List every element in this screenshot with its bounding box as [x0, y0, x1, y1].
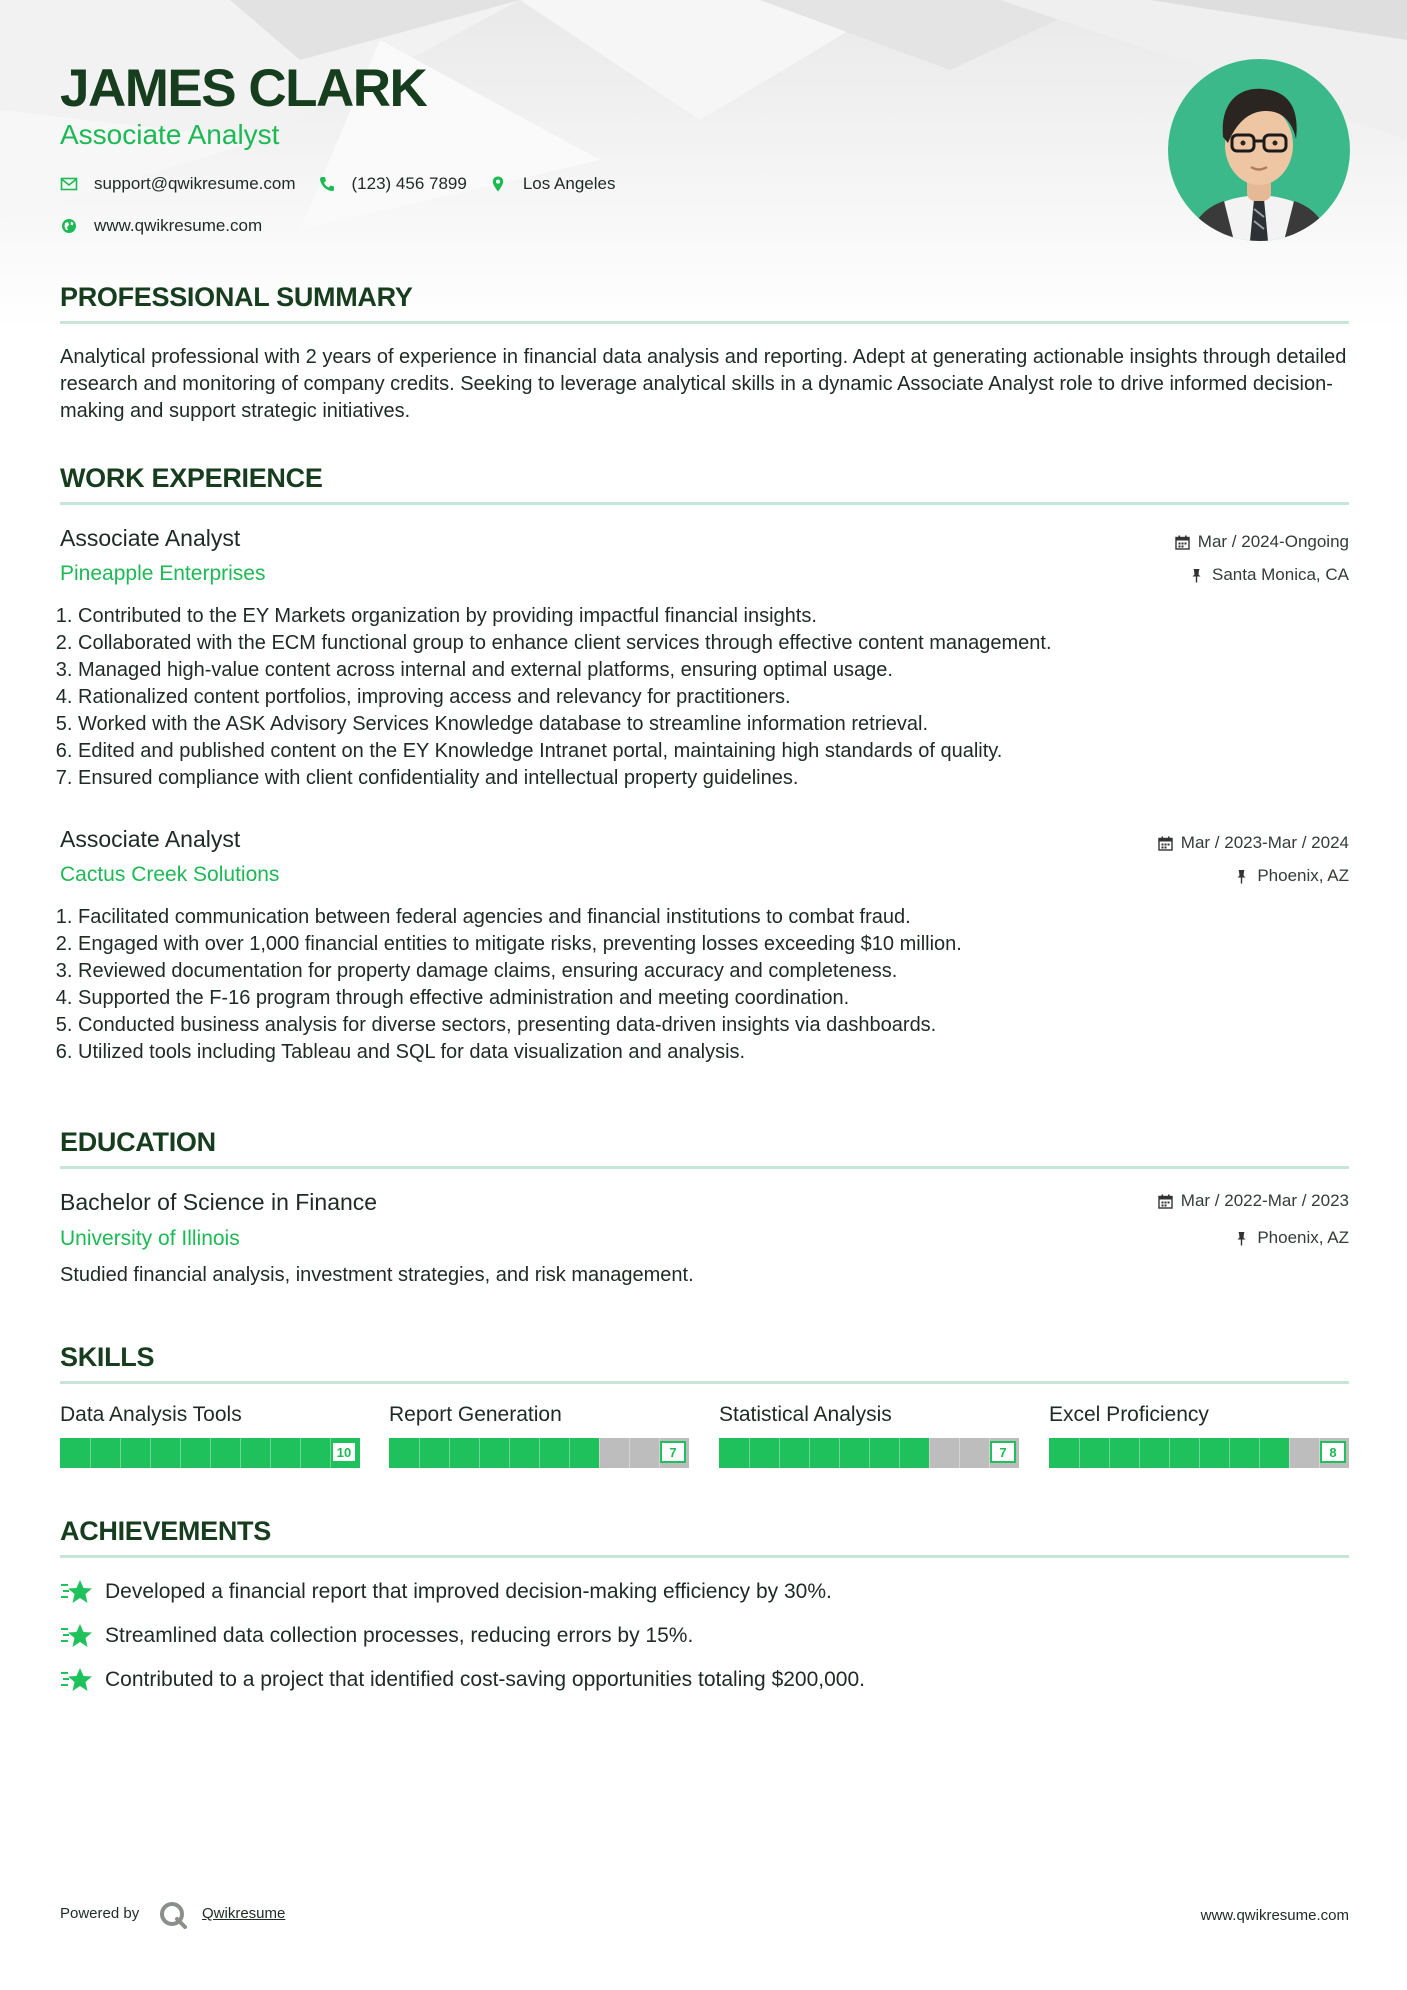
- achievement-text: Developed a financial report that improved decision-making efficiency by 30%.: [105, 1580, 832, 1603]
- skill-item: [1049, 1402, 1349, 1468]
- contact-location: [489, 174, 616, 194]
- skill-bar-segment: [449, 1438, 450, 1468]
- skill-bar-segment: [180, 1438, 181, 1468]
- skill-item: [719, 1402, 1019, 1468]
- calendar-icon: [1158, 1194, 1173, 1209]
- globe-icon: [60, 217, 78, 235]
- job-dates-text: Mar / 2023-Mar / 2024: [1180, 833, 1349, 852]
- shooting-star-icon: [60, 1577, 94, 1607]
- skill-bar-segment: [1139, 1438, 1140, 1468]
- skill-bar-segment: [1079, 1438, 1080, 1468]
- section-divider: [60, 502, 1349, 505]
- list-item: 4. Rationalized content portfolios, improving access and relevancy for practitioners.: [78, 684, 1338, 711]
- skill-bar-segment: [210, 1438, 211, 1468]
- skill-bar-segment: [509, 1438, 510, 1468]
- job-location-text: Santa Monica, CA: [1211, 565, 1349, 584]
- skill-name: Excel Proficiency: [1049, 1403, 1209, 1426]
- location-pin-icon: [489, 175, 507, 193]
- achievement-text: Streamlined data collection processes, reducing errors by 15%.: [105, 1624, 694, 1647]
- skill-bar-segment: [629, 1438, 630, 1468]
- skill-bar-segment: [929, 1438, 930, 1468]
- email-text: support@qwikresume.com: [94, 174, 296, 193]
- skill-bar-fill: [389, 1438, 599, 1468]
- job-location: [1234, 865, 1349, 887]
- education-dates-text: Mar / 2022-Mar / 2023: [1180, 1191, 1349, 1210]
- section-title-experience: WORK EXPERIENCE: [60, 463, 323, 493]
- skill-item: [389, 1402, 689, 1468]
- list-item: 2. Collaborated with the ECM functional group to enhance client services through effective content management.: [78, 630, 1338, 657]
- list-item: 7. Ensured compliance with client confidentiality and intellectual property guidelines.: [78, 765, 1338, 792]
- section-divider: [60, 1166, 1349, 1169]
- skill-bar: [719, 1438, 1019, 1468]
- job-company: Cactus Creek Solutions: [60, 863, 280, 886]
- skill-bar-fill: [719, 1438, 929, 1468]
- avatar-illustration: [1168, 59, 1350, 241]
- skill-bar-segment: [569, 1438, 570, 1468]
- job-responsibilities: [60, 603, 1338, 792]
- qwikresume-logo-icon: [158, 1900, 188, 1930]
- list-item: 6. Utilized tools including Tableau and SQL for data visualization and analysis.: [78, 1039, 1338, 1066]
- skill-bar: [389, 1438, 689, 1468]
- skill-level-badge: 7: [990, 1441, 1016, 1463]
- skill-item: [60, 1402, 360, 1468]
- qwikresume-link[interactable]: Qwikresume: [202, 1905, 286, 1922]
- candidate-role: Associate Analyst: [60, 119, 280, 150]
- list-item: 1. Contributed to the EY Markets organization by providing impactful financial insights.: [78, 603, 1338, 630]
- skill-bar-segment: [1199, 1438, 1200, 1468]
- skill-bar-segment: [1109, 1438, 1110, 1468]
- pushpin-icon: [1189, 568, 1204, 583]
- profile-photo: [1168, 59, 1350, 241]
- contact-row-1: [60, 174, 637, 194]
- phone-icon: [318, 175, 336, 193]
- skill-bar-segment: [869, 1438, 870, 1468]
- job-responsibilities: [60, 904, 1338, 1066]
- contact-website[interactable]: [60, 216, 262, 236]
- pushpin-icon: [1234, 1231, 1249, 1246]
- list-item: 3. Managed high-value content across internal and external platforms, ensuring optimal usage.: [78, 657, 1338, 684]
- skill-level-badge: 8: [1320, 1441, 1346, 1463]
- calendar-icon: [1158, 836, 1173, 851]
- location-text: Los Angeles: [522, 174, 616, 193]
- school-name: University of Illinois: [60, 1227, 240, 1250]
- contact-phone[interactable]: [318, 174, 467, 194]
- list-item: 3. Reviewed documentation for property damage claims, ensuring accuracy and completeness.: [78, 958, 1338, 985]
- education-location: [1234, 1227, 1349, 1249]
- section-title-education: EDUCATION: [60, 1127, 216, 1157]
- contact-row-2: [60, 216, 284, 236]
- education-description: Studied financial analysis, investment strategies, and risk management.: [60, 1264, 694, 1286]
- skill-bar-segment: [959, 1438, 960, 1468]
- skill-name: Statistical Analysis: [719, 1403, 892, 1426]
- skill-bar: [60, 1438, 360, 1468]
- degree-title: Bachelor of Science in Finance: [60, 1189, 378, 1215]
- job-title: Associate Analyst: [60, 826, 241, 852]
- envelope-icon: [60, 175, 78, 193]
- contact-email[interactable]: [60, 174, 296, 194]
- summary-text: Analytical professional with 2 years of experience in financial data analysis and reporting. Adept at generating actionable insights through detailed research and monitoring of company credits. Seeking to leverage analytical skills in a dynamic Associate Analyst role to drive informed decision-making and support strategic initiatives.: [60, 346, 1347, 422]
- education-location-text: Phoenix, AZ: [1257, 1228, 1349, 1247]
- job-location: [1189, 564, 1349, 586]
- section-divider: [60, 321, 1349, 324]
- skill-bar-segment: [1229, 1438, 1230, 1468]
- skill-bar-segment: [749, 1438, 750, 1468]
- list-item: 6. Edited and published content on the EY Knowledge Intranet portal, maintaining high standards of quality.: [78, 738, 1338, 765]
- list-item: 2. Engaged with over 1,000 financial entities to mitigate risks, preventing losses exceeding $10 million.: [78, 931, 1338, 958]
- job-dates: [1175, 531, 1349, 553]
- skill-bar-segment: [809, 1438, 810, 1468]
- skill-level-badge: 10: [331, 1441, 357, 1463]
- pushpin-icon: [1234, 869, 1249, 884]
- calendar-icon: [1175, 535, 1190, 550]
- list-item: 5. Worked with the ASK Advisory Services Knowledge database to streamline information retrieval.: [78, 711, 1338, 738]
- skill-bar-segment: [1169, 1438, 1170, 1468]
- job-company: Pineapple Enterprises: [60, 562, 266, 585]
- skill-name: Data Analysis Tools: [60, 1403, 242, 1426]
- powered-by-label: Powered by: [60, 1905, 140, 1922]
- job-location-text: Phoenix, AZ: [1257, 866, 1349, 885]
- skill-bar-segment: [539, 1438, 540, 1468]
- skill-bar-segment: [1259, 1438, 1260, 1468]
- shooting-star-icon: [60, 1621, 94, 1651]
- section-title-skills: SKILLS: [60, 1342, 155, 1372]
- page-footer: [60, 1900, 1349, 1930]
- skill-bar-segment: [779, 1438, 780, 1468]
- skill-bar-segment: [300, 1438, 301, 1468]
- achievement-item: [60, 1665, 865, 1695]
- skill-bar-segment: [270, 1438, 271, 1468]
- shooting-star-icon: [60, 1665, 94, 1695]
- website-text: www.qwikresume.com: [94, 216, 263, 235]
- skill-bar-segment: [479, 1438, 480, 1468]
- skill-level-badge: 7: [660, 1441, 686, 1463]
- education-dates: [1158, 1190, 1349, 1212]
- achievement-item: [60, 1621, 693, 1651]
- list-item: 4. Supported the F-16 program through effective administration and meeting coordination.: [78, 985, 1338, 1012]
- candidate-name: JAMES CLARK: [60, 59, 427, 118]
- skill-bar-segment: [90, 1438, 91, 1468]
- list-item: 5. Conducted business analysis for diverse sectors, presenting data-driven insights via dashboards.: [78, 1012, 1338, 1039]
- section-divider: [60, 1381, 1349, 1384]
- section-divider: [60, 1555, 1349, 1558]
- skill-bar: [1049, 1438, 1349, 1468]
- section-title-achievements: ACHIEVEMENTS: [60, 1516, 271, 1546]
- skill-bar-segment: [419, 1438, 420, 1468]
- skill-bar-segment: [899, 1438, 900, 1468]
- achievement-text: Contributed to a project that identified cost-saving opportunities totaling $200,000.: [105, 1668, 865, 1691]
- skill-name: Report Generation: [389, 1403, 562, 1426]
- achievement-item: [60, 1577, 832, 1607]
- skill-bar-segment: [150, 1438, 151, 1468]
- skill-bar-segment: [839, 1438, 840, 1468]
- job-title: Associate Analyst: [60, 525, 241, 551]
- job-dates: [1158, 832, 1349, 854]
- phone-text: (123) 456 7899: [351, 174, 467, 193]
- skill-bar-segment: [240, 1438, 241, 1468]
- section-title-summary: PROFESSIONAL SUMMARY: [60, 282, 413, 312]
- skill-bar-segment: [120, 1438, 121, 1468]
- skill-bar-segment: [1289, 1438, 1290, 1468]
- footer-website-link[interactable]: www.qwikresume.com: [1200, 1907, 1349, 1924]
- skill-bar-segment: [599, 1438, 600, 1468]
- list-item: 1. Facilitated communication between federal agencies and financial institutions to combat fraud.: [78, 904, 1338, 931]
- job-dates-text: Mar / 2024-Ongoing: [1197, 532, 1349, 551]
